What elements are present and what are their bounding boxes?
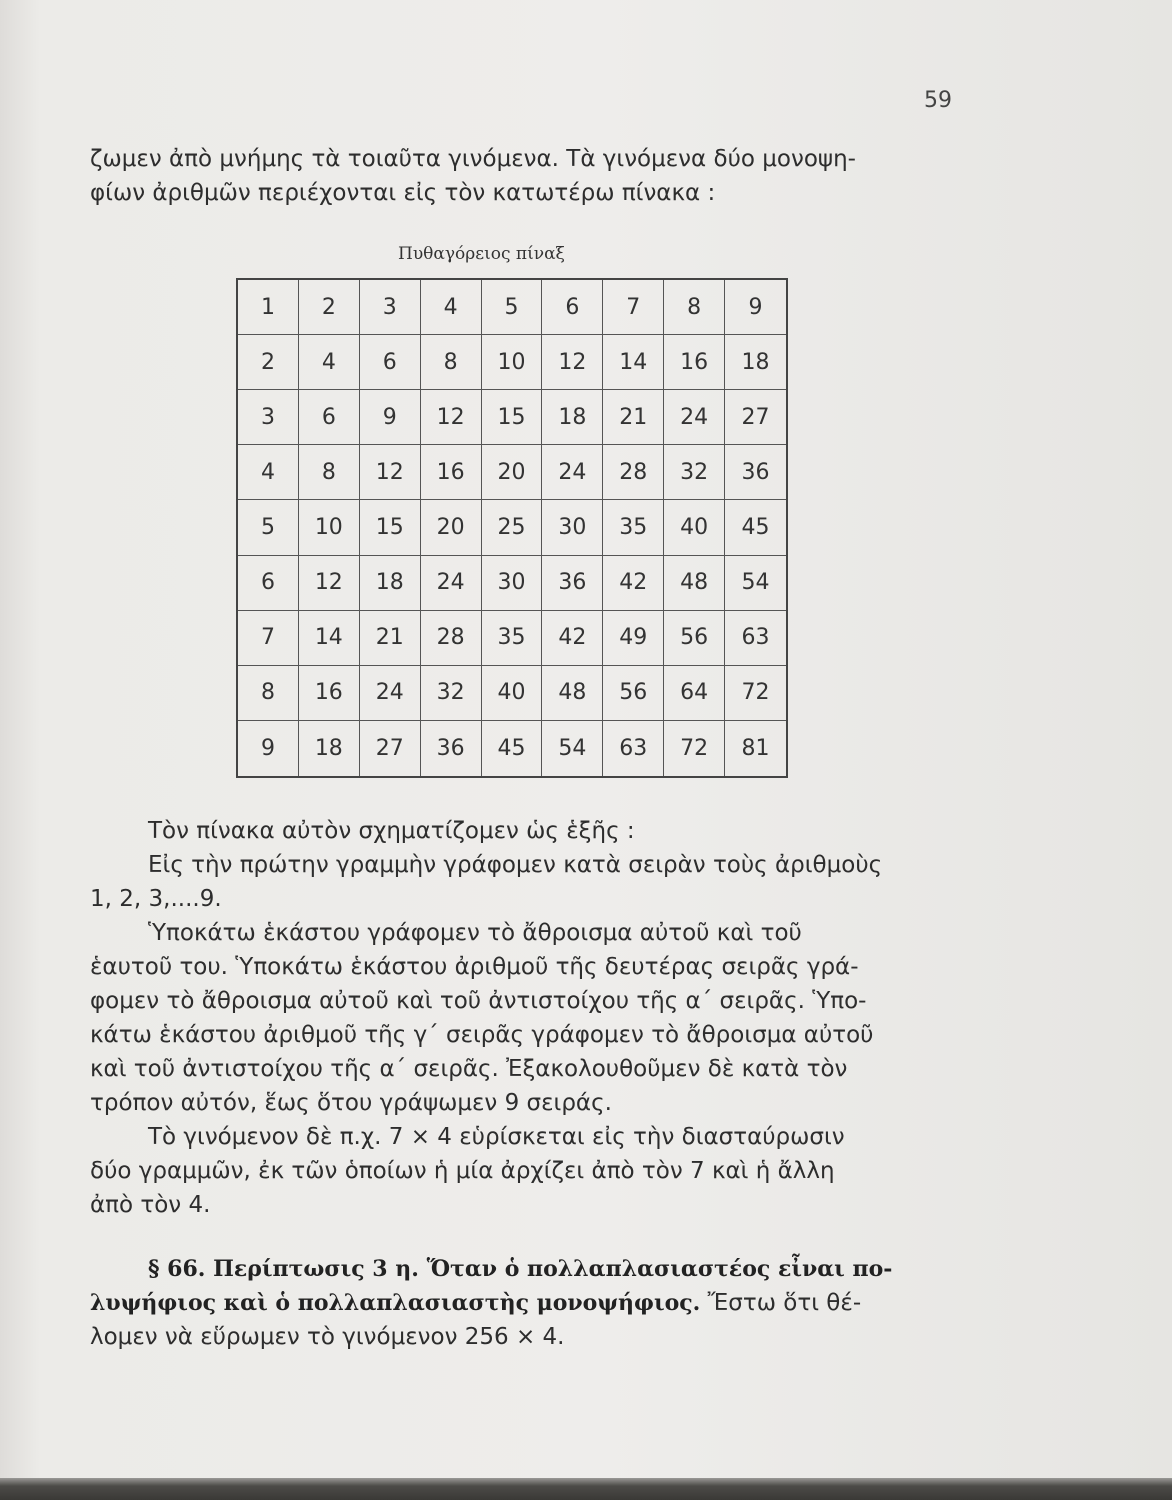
table-cell: 4 — [421, 280, 482, 335]
table-cell: 81 — [741, 735, 770, 761]
section-line-3: λομεν νὰ εὕρωμεν τὸ γινόμενον 256 × 4. — [90, 1324, 565, 1350]
table-cell: 27 — [725, 390, 786, 445]
table-cell: 7 — [603, 280, 664, 335]
section-line-2-bold: λυψήφιος καὶ ὁ πολλαπλασιαστὴς μονοψήφιος. — [90, 1290, 701, 1316]
table-cell: 63 — [603, 721, 664, 776]
table-cell: 45 — [725, 500, 786, 555]
table-cell: 28 — [603, 445, 664, 500]
table-cell: 48 — [664, 556, 725, 611]
section-heading-text: § 66. Περίπτωσις 3 η. Ὅταν ὁ πολλαπλασιαστέος εἶναι πο- — [148, 1256, 893, 1282]
table-cell: 8 — [299, 445, 360, 500]
table-cell: 10 — [482, 335, 543, 390]
table-cell: 20 — [482, 445, 543, 500]
page-bottom-edge — [0, 1478, 1172, 1500]
table-cell: 5 — [238, 500, 299, 555]
table-cell: 4 — [238, 445, 299, 500]
table-cell: 40 — [664, 500, 725, 555]
table-cell: 3 — [238, 390, 299, 445]
table-cell: 16 — [664, 335, 725, 390]
table-cell: 12 — [421, 390, 482, 445]
table-cell: 8 — [238, 666, 299, 721]
pythagorean-table — [236, 278, 788, 778]
table-cell: 56 — [664, 611, 725, 666]
table-cell: 21 — [360, 611, 421, 666]
table-cell: 5 — [482, 280, 543, 335]
body-para-4-line-2: δύο γραμμῶν, ἐκ τῶν ὁποίων ἡ μία ἀρχίζει ἀπὸ τὸν 7 καὶ ἡ ἄλλη — [90, 1158, 835, 1184]
body-para-4-line-3: ἀπὸ τὸν 4. — [90, 1192, 211, 1218]
table-cell: 9 — [360, 390, 421, 445]
body-para-3-line-3: φομεν τὸ ἄθροισμα αὐτοῦ καὶ τοῦ ἀντιστοίχου τῆς α΄ σειρᾶς. Ὑπο- — [90, 988, 867, 1014]
table-cell: 9 — [725, 280, 786, 335]
table-cell: 20 — [421, 500, 482, 555]
table-cell: 9 — [238, 721, 299, 776]
table-cell: 8 — [664, 280, 725, 335]
body-para-3-line-6: τρόπον αὐτόν, ἕως ὅτου γράψωμεν 9 σειράς. — [90, 1090, 612, 1116]
table-cell: 64 — [664, 666, 725, 721]
section-heading — [148, 1252, 962, 1286]
table-cell: 54 — [542, 721, 603, 776]
table-cell: 12 — [299, 556, 360, 611]
table-cell: 42 — [542, 611, 603, 666]
table-cell: 7 — [238, 611, 299, 666]
body-para-3-line-4: κάτω ἑκάστου ἀριθμοῦ τῆς γ΄ σειρᾶς γράφομεν τὸ ἄθροισμα αὐτοῦ — [90, 1022, 874, 1048]
table-cell: 63 — [725, 611, 786, 666]
table-cell: 45 — [482, 721, 543, 776]
table-cell: 54 — [725, 556, 786, 611]
table-cell: 24 — [664, 390, 725, 445]
table-cell: 2 — [299, 280, 360, 335]
table-cell: 18 — [542, 390, 603, 445]
table-cell: 14 — [603, 335, 664, 390]
table-cell: 42 — [603, 556, 664, 611]
table-cell: 35 — [482, 611, 543, 666]
table-cell: 30 — [542, 500, 603, 555]
intro-line-2: φίων ἀριθμῶν περιέχονται εἰς τὸν κατωτέρω πίνακα : — [90, 180, 716, 206]
table-cell: 15 — [482, 390, 543, 445]
table-cell: 21 — [603, 390, 664, 445]
table-cell: 36 — [725, 445, 786, 500]
table-cell: 56 — [603, 666, 664, 721]
table-cell: 6 — [299, 390, 360, 445]
body-para-1: Τὸν πίνακα αὐτὸν σχηματίζομεν ὡς ἑξῆς : — [148, 818, 635, 844]
table-cell: 16 — [421, 445, 482, 500]
table-cell: 32 — [421, 666, 482, 721]
table-cell: 12 — [360, 445, 421, 500]
table-caption: Πυθαγόρειος πίναξ — [398, 244, 565, 264]
table-cell: 18 — [360, 556, 421, 611]
table-cell: 24 — [421, 556, 482, 611]
table-cell: 49 — [603, 611, 664, 666]
body-para-3-line-1: Ὑποκάτω ἑκάστου γράφομεν τὸ ἄθροισμα αὐτοῦ καὶ τοῦ — [148, 920, 802, 946]
table-cell: 36 — [542, 556, 603, 611]
table-cell: 15 — [360, 500, 421, 555]
table-cell: 18 — [299, 721, 360, 776]
intro-line-1: ζωμεν ἀπὸ μνήμης τὰ τοιαῦτα γινόμενα. Τὰ γινόμενα δύο μονοψη- — [90, 146, 856, 172]
section-line-2 — [90, 1286, 962, 1320]
table-cell: 1 — [238, 280, 299, 335]
table-cell: 12 — [542, 335, 603, 390]
page-number: 59 — [924, 88, 952, 113]
table-cell: 72 — [725, 666, 786, 721]
body-para-4-line-1: Τὸ γινόμενον δὲ π.χ. 7 × 4 εὑρίσκεται εἰς τὴν διασταύρωσιν — [148, 1124, 845, 1150]
table-cell: 36 — [421, 721, 482, 776]
table-cell: 24 — [542, 445, 603, 500]
table-cell: 6 — [542, 280, 603, 335]
table-cell: 72 — [664, 721, 725, 776]
body-para-2-line-2: 1, 2, 3,....9. — [90, 886, 222, 912]
table-cell: 24 — [360, 666, 421, 721]
table-cell: 30 — [482, 556, 543, 611]
table-cell: 35 — [603, 500, 664, 555]
table-cell: 10 — [299, 500, 360, 555]
table-cell: 8 — [421, 335, 482, 390]
table-cell: 40 — [482, 666, 543, 721]
table-cell: 27 — [360, 721, 421, 776]
table-cell: 6 — [360, 335, 421, 390]
body-para-2-line-1: Εἰς τὴν πρώτην γραμμὴν γράφομεν κατὰ σειρὰν τοὺς ἀριθμοὺς — [148, 852, 883, 878]
table-cell: 18 — [725, 335, 786, 390]
body-para-3-line-5: καὶ τοῦ ἀντιστοίχου τῆς α΄ σειρᾶς. Ἐξακολουθοῦμεν δὲ κατὰ τὸν — [90, 1056, 848, 1082]
section-line-2-rest: Ἔστω ὅτι θέ- — [700, 1290, 862, 1316]
table-cell: 16 — [299, 666, 360, 721]
table-cell: 25 — [482, 500, 543, 555]
table-cell: 2 — [238, 335, 299, 390]
table-cell: 3 — [360, 280, 421, 335]
table-cell: 32 — [664, 445, 725, 500]
body-para-3-line-2: ἑαυτοῦ του. Ὑποκάτω ἑκάστου ἀριθμοῦ τῆς δευτέρας σειρᾶς γρά- — [90, 954, 859, 980]
table-cell: 14 — [299, 611, 360, 666]
table-cell: 48 — [542, 666, 603, 721]
table-cell: 28 — [421, 611, 482, 666]
table-cell: 6 — [238, 556, 299, 611]
table-cell: 4 — [299, 335, 360, 390]
